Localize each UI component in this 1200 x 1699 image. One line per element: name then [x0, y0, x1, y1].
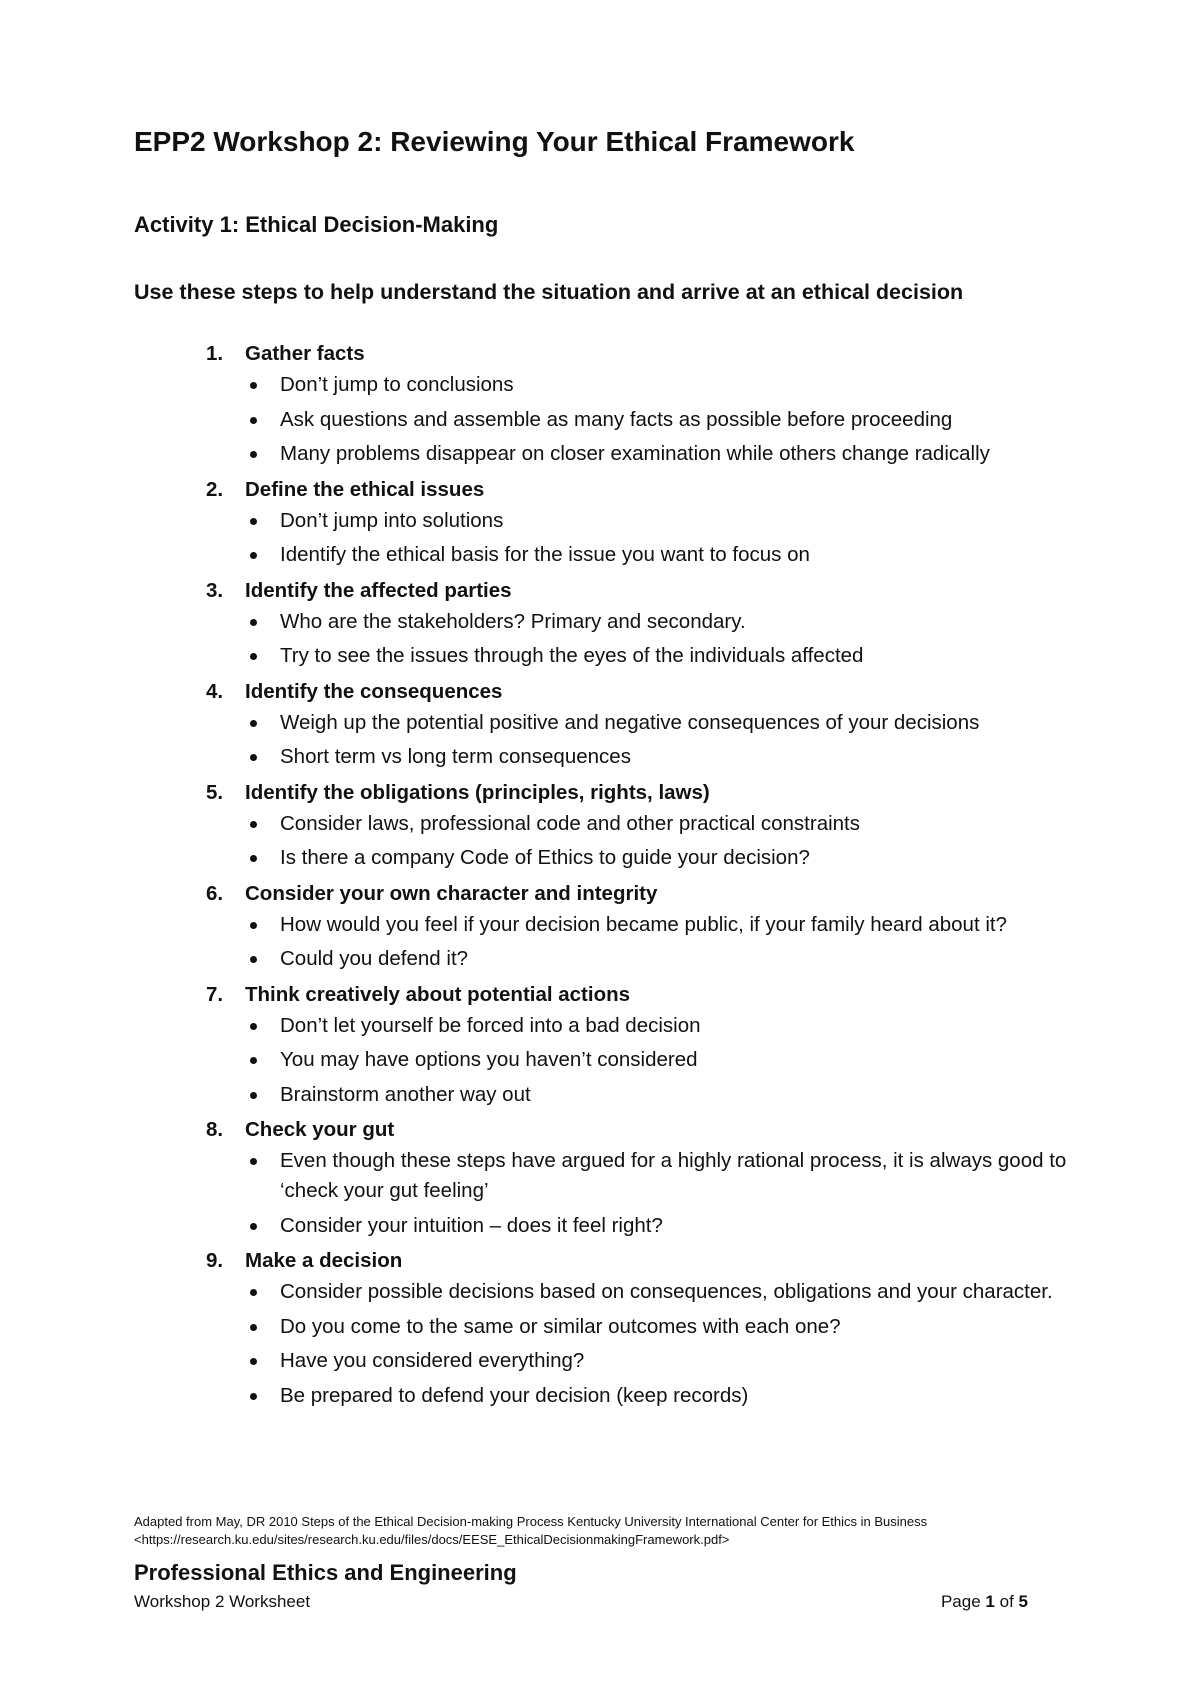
bullet-list: [245, 1011, 1200, 1110]
step-heading: [206, 1245, 1200, 1277]
bullet-item: Brainstorm another way out: [245, 1080, 1100, 1110]
bullet-item: Is there a company Code of Ethics to guide your decision?: [245, 843, 1100, 873]
bullet-list: [245, 1277, 1200, 1411]
page-current: 1: [985, 1592, 995, 1611]
bullet-item: Weigh up the potential positive and negative consequences of your decisions: [245, 708, 1100, 738]
bullet-list: [245, 910, 1200, 975]
step-number: 9.: [206, 1249, 224, 1272]
bullet-item: Do you come to the same or similar outcomes with each one?: [245, 1312, 1100, 1342]
step-heading-text: Think creatively about potential actions: [245, 982, 631, 1006]
step-heading-text: Identify the obligations (principles, rights, laws): [245, 780, 710, 804]
step-heading: [206, 777, 1200, 809]
step-item: [0, 979, 1200, 1110]
bullet-item: Don’t let yourself be forced into a bad decision: [245, 1011, 1100, 1041]
bullet-list: [245, 506, 1200, 571]
bullet-item: Even though these steps have argued for a highly rational process, it is always good to ‘check your gut feeling’: [245, 1146, 1100, 1206]
step-item: [0, 676, 1200, 773]
step-item: [0, 474, 1200, 571]
bullet-list: [245, 607, 1200, 672]
bullet-item: How would you feel if your decision became public, if your family heard about it?: [245, 910, 1100, 940]
bullet-list: [245, 1146, 1200, 1241]
step-heading-text: Identify the consequences: [245, 679, 503, 703]
bullet-list: [245, 708, 1200, 773]
step-item: [0, 338, 1200, 469]
step-heading: [206, 474, 1200, 506]
bullet-item: Identify the ethical basis for the issue you want to focus on: [245, 540, 1100, 570]
step-item: [0, 878, 1200, 975]
bullet-item: Be prepared to defend your decision (keep records): [245, 1381, 1100, 1411]
bullet-item: Who are the stakeholders? Primary and secondary.: [245, 607, 1100, 637]
step-number: 4.: [206, 679, 224, 703]
page-prefix: Page: [940, 1592, 981, 1611]
bullet-item: Consider your intuition – does it feel right?: [245, 1211, 1100, 1241]
bullet-item: You may have options you haven’t considered: [245, 1045, 1100, 1075]
step-number: 3.: [206, 578, 224, 602]
bullet-item: Could you defend it?: [245, 944, 1100, 974]
step-number: 7.: [206, 982, 224, 1006]
step-heading-text: Consider your own character and integrity: [245, 881, 658, 905]
activity-title: Activity 1: Ethical Decision-Making: [134, 212, 499, 237]
step-heading: [206, 878, 1200, 910]
step-heading: [206, 676, 1200, 708]
bullet-list: [245, 809, 1200, 874]
step-heading-text: Identify the affected parties: [245, 578, 512, 602]
footnote-citation: Adapted from May, DR 2010 Steps of the Ethical Decision-making Process Kentucky University International Center for Ethics in Business: [134, 1514, 928, 1529]
steps-list: [0, 338, 1200, 1415]
step-number: 8.: [206, 1118, 224, 1141]
step-heading: [206, 1114, 1200, 1146]
page-total: 5: [1018, 1592, 1028, 1611]
step-item: [0, 777, 1200, 874]
footnote-url: <https://research.ku.edu/sites/research.ku.edu/files/docs/EESE_EthicalDecisionmakingFramework.pdf>: [134, 1532, 730, 1547]
step-item: [0, 575, 1200, 672]
page-of: of: [999, 1592, 1014, 1611]
step-number: 5.: [206, 780, 224, 804]
intro-text: Use these steps to help understand the situation and arrive at an ethical decision: [134, 280, 964, 304]
step-number: 2.: [206, 477, 224, 501]
step-heading-text: Check your gut: [245, 1118, 395, 1141]
bullet-item: Short term vs long term consequences: [245, 742, 1100, 772]
bullet-item: Consider possible decisions based on consequences, obligations and your character.: [245, 1277, 1100, 1307]
step-heading-text: Define the ethical issues: [245, 477, 485, 501]
bullet-item: Try to see the issues through the eyes of the individuals affected: [245, 641, 1100, 671]
bullet-list: [245, 370, 1200, 469]
step-heading-text: Gather facts: [245, 342, 365, 365]
step-heading: [206, 575, 1200, 607]
step-item: [0, 1114, 1200, 1241]
bullet-item: Don’t jump to conclusions: [245, 370, 1100, 400]
footnote: [134, 1513, 1114, 1549]
bullet-item: Don’t jump into solutions: [245, 506, 1100, 536]
step-heading: [206, 338, 1200, 370]
bullet-item: Consider laws, professional code and other practical constraints: [245, 809, 1100, 839]
bullet-item: Have you considered everything?: [245, 1346, 1100, 1376]
footer-course-title: Professional Ethics and Engineering: [134, 1560, 517, 1585]
step-heading: [206, 979, 1200, 1011]
step-number: 1.: [206, 342, 224, 365]
step-number: 6.: [206, 881, 224, 905]
bullet-item: Many problems disappear on closer examination while others change radically: [245, 439, 1100, 469]
document-title: EPP2 Workshop 2: Reviewing Your Ethical Framework: [134, 126, 855, 157]
step-heading-text: Make a decision: [245, 1249, 403, 1272]
step-item: [0, 1245, 1200, 1411]
page-number: [941, 1592, 1028, 1612]
bullet-item: Ask questions and assemble as many facts as possible before proceeding: [245, 405, 1100, 435]
footer-worksheet-label: Workshop 2 Worksheet: [134, 1592, 311, 1611]
